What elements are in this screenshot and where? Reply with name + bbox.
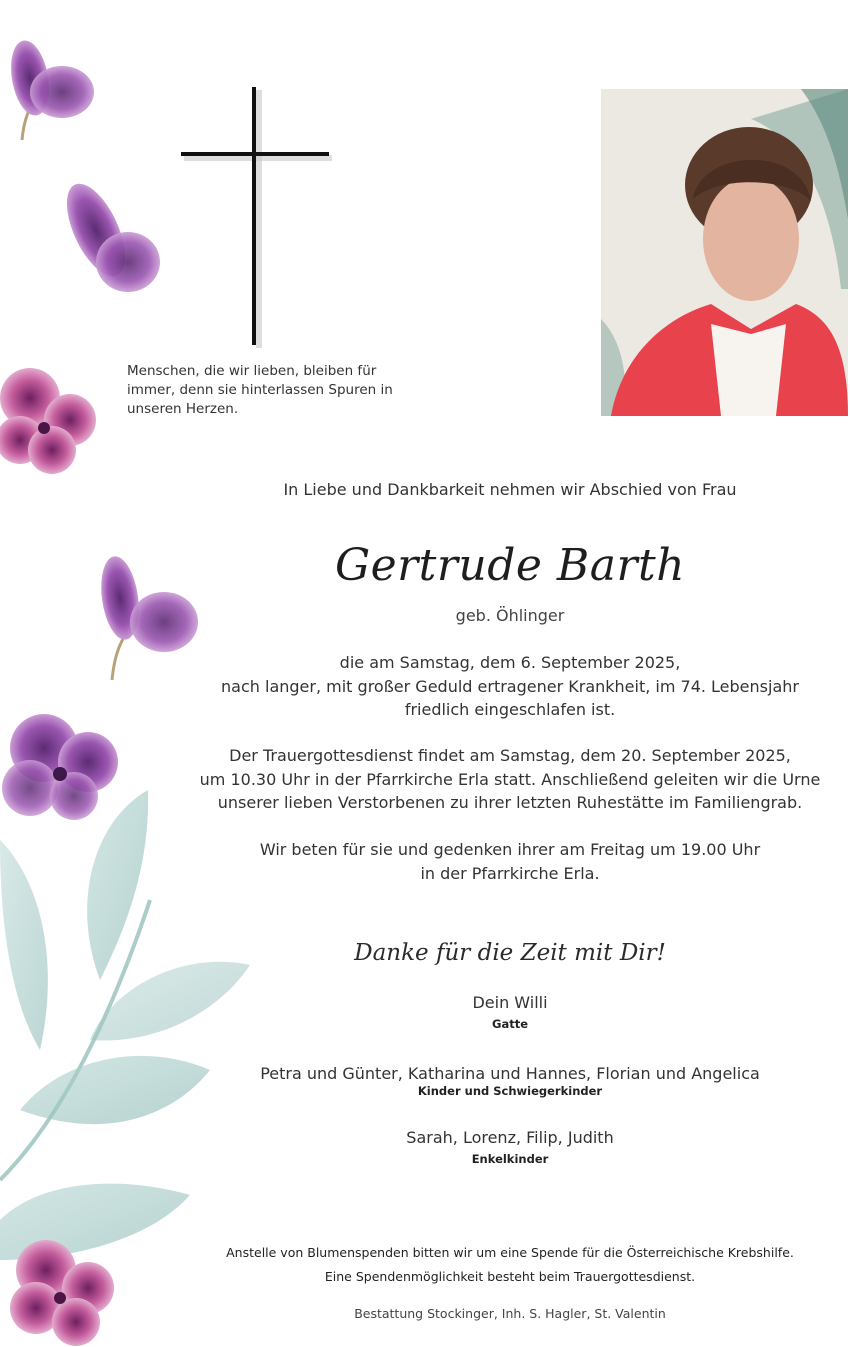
portrait-photo (601, 89, 848, 416)
mourner-relation: Gatte (492, 1017, 528, 1031)
undertaker-credit: Bestattung Stockinger, Inh. S. Hagler, St. Valentin (354, 1306, 666, 1321)
service-line: Der Trauergottesdienst findet am Samstag, dem 20. September 2025, (229, 746, 791, 765)
prayer-line: in der Pfarrkirche Erla. (420, 863, 600, 883)
intro-text: In Liebe und Dankbarkeit nehmen wir Abschied von Frau (283, 480, 737, 499)
quote-line: immer, denn sie hinterlassen Spuren in (127, 382, 393, 398)
thanks-heading: Danke für die Zeit mit Dir! (354, 940, 666, 966)
death-notice-line: nach langer, mit großer Geduld ertragener Krankheit, im 74. Lebensjahr (221, 676, 799, 696)
pink-flower-1 (0, 368, 96, 474)
mourner-names: Petra und Günter, Katharina und Hannes, Florian und Angelica (260, 1064, 760, 1083)
prayer-line: Wir beten für sie und gedenken ihrer am Freitag um 19.00 Uhr (259, 840, 761, 859)
quote-line: unseren Herzen. (127, 401, 239, 417)
mourner-names: Sarah, Lorenz, Filip, Judith (406, 1128, 614, 1147)
mourner-group (160, 1128, 850, 1166)
donation-line: Eine Spendenmöglichkeit besteht beim Trauergottesdienst. (324, 1269, 696, 1284)
prayer-notice (160, 838, 850, 885)
service-notice (160, 744, 850, 815)
quote-line: Menschen, die wir lieben, bleiben für (127, 363, 377, 379)
deceased-name: Gertrude Barth (334, 540, 686, 591)
donation-line: Anstelle von Blumenspenden bitten wir um eine Spende für die Österreichische Krebshilfe. (226, 1245, 794, 1260)
memorial-quote (127, 362, 407, 419)
death-notice (160, 651, 850, 722)
purple-flower (2, 714, 118, 820)
petal-flower-1 (6, 37, 94, 140)
birth-name: geb. Öhlinger (455, 606, 565, 625)
petal-flower-2 (55, 175, 160, 292)
mourner-relation: Kinder und Schwiegerkinder (417, 1084, 603, 1098)
mourner-group (160, 993, 850, 1031)
death-notice-line: friedlich eingeschlafen ist. (404, 700, 616, 719)
donation-note (160, 1241, 850, 1289)
pink-flower-2 (10, 1240, 114, 1346)
service-line: um 10.30 Uhr in der Pfarrkirche Erla statt. Anschließend geleiten wir die Urne (199, 769, 821, 789)
death-notice-line: die am Samstag, dem 6. September 2025, (339, 653, 681, 672)
mourner-names: Dein Willi (472, 993, 548, 1012)
cross-icon (176, 84, 336, 354)
mourner-relation: Enkelkinder (471, 1152, 549, 1166)
mourner-group (160, 1064, 850, 1098)
service-line: unserer lieben Verstorbenen zu ihrer letzten Ruhestätte im Familiengrab. (217, 793, 803, 812)
